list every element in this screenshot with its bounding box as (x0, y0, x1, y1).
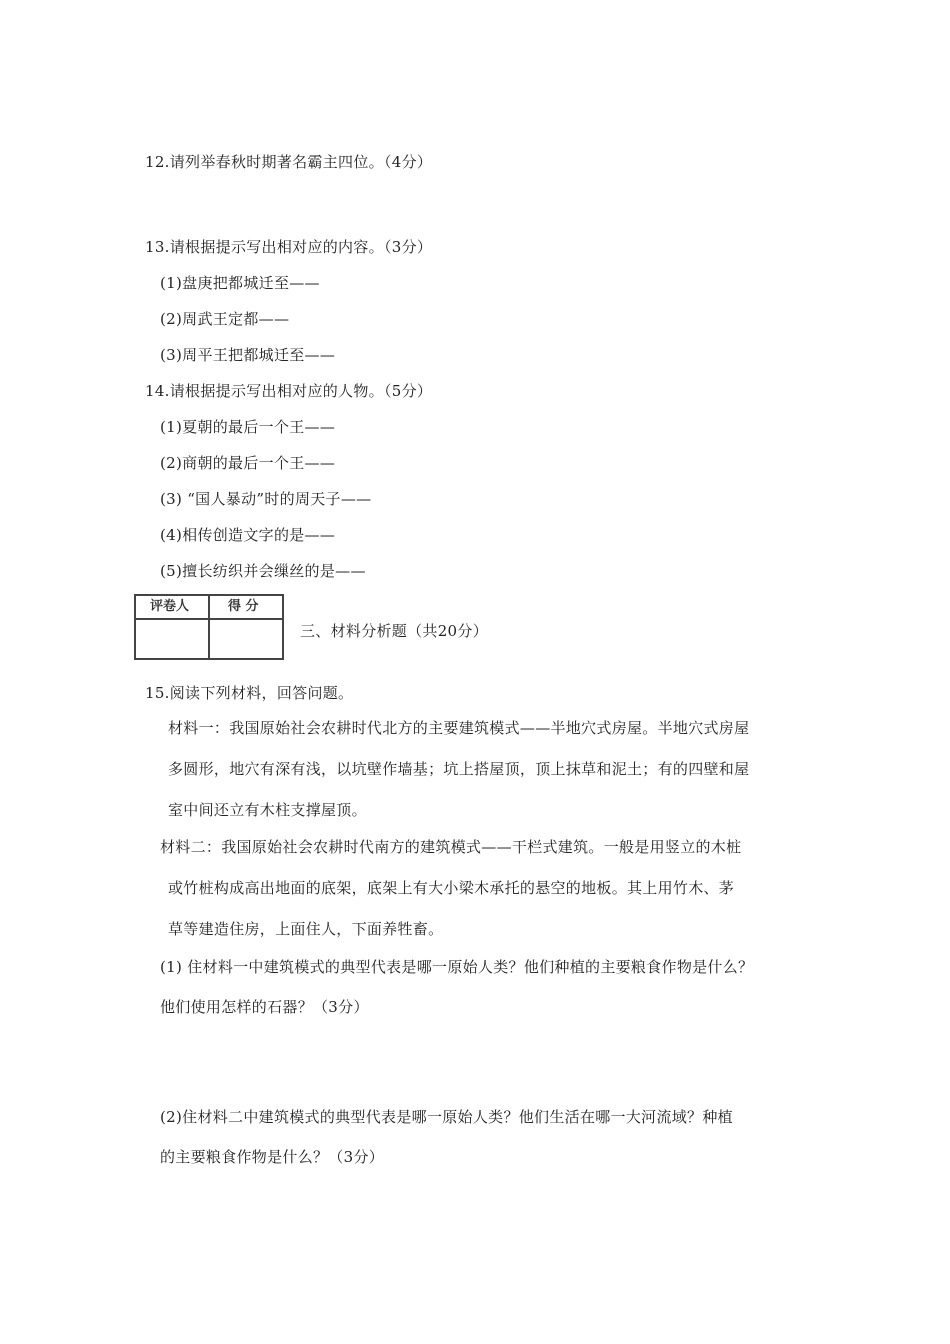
question-13: 13.请根据提示写出相对应的内容。（3分） (145, 238, 433, 256)
question-14-item-2: (2)商朝的最后一个王—— (160, 454, 336, 472)
question-14-item-4: (4)相传创造文字的是—— (160, 526, 336, 544)
score-table-grader-label: 评卷人 (150, 599, 190, 614)
section-3-title: 三、材料分析题（共20分） (300, 622, 488, 640)
material-2-line-3: 草等建造住房，上面住人，下面养牲畜。 (168, 920, 444, 938)
sub-question-2-line-2: 的主要粮食作物是什么？（3分） (160, 1148, 385, 1166)
score-table-score-label: 得 分 (228, 599, 259, 614)
score-table (134, 594, 284, 660)
material-2-line-2: 或竹桩构成高出地面的底架，底架上有大小梁木承托的悬空的地板。其上用竹木、茅 (168, 879, 735, 897)
question-14-item-5: (5)擅长纺织并会缫丝的是—— (160, 562, 366, 580)
sub-question-1-line-1: (1) 住材料一中建筑模式的典型代表是哪一原始人类？他们种植的主要粮食作物是什么？ (160, 958, 754, 976)
material-2-line-1: 材料二：我国原始社会农耕时代南方的建筑模式——干栏式建筑。一般是用竖立的木桩 (160, 838, 742, 856)
material-1-line-2: 多圆形，地穴有深有浅，以坑壁作墙基；坑上搭屋顶，顶上抹草和泥土；有的四壁和屋 (168, 760, 750, 778)
question-13-item-2: (2)周武王定都—— (160, 310, 290, 328)
material-1-line-3: 室中间还立有木柱支撑屋顶。 (168, 801, 367, 819)
question-14-item-1: (1)夏朝的最后一个王—— (160, 418, 336, 436)
sub-question-1-line-2: 他们使用怎样的石器？（3分） (160, 998, 369, 1016)
question-13-item-3: (3)周平王把都城迁至—— (160, 346, 336, 364)
sub-question-2-line-1: (2)住材料二中建筑模式的典型代表是哪一原始人类？他们生活在哪一大河流域？种植 (160, 1108, 733, 1126)
question-13-item-1: (1)盘庚把都城迁至—— (160, 274, 320, 292)
question-14-item-3: (3) “国人暴动”时的周天子—— (160, 490, 372, 508)
question-12: 12.请列举春秋时期著名霸主四位。（4分） (145, 153, 433, 171)
score-table-divider (208, 596, 210, 658)
question-14: 14.请根据提示写出相对应的人物。（5分） (145, 382, 433, 400)
question-15: 15.阅读下列材料，回答问题。 (145, 684, 354, 702)
material-1-line-1: 材料一：我国原始社会农耕时代北方的主要建筑模式——半地穴式房屋。半地穴式房屋 (168, 719, 750, 737)
